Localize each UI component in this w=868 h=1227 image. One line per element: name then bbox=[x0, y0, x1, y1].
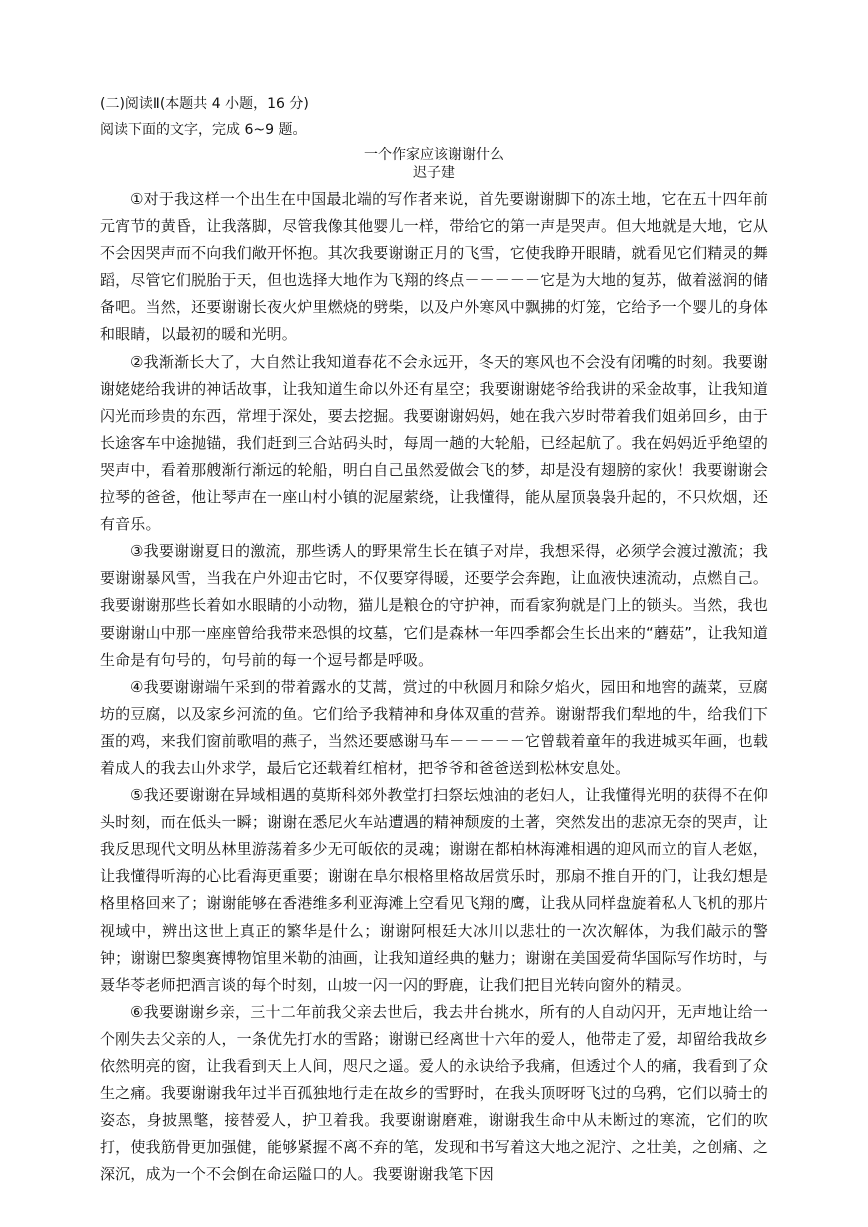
article-author: 迟子建 bbox=[413, 165, 455, 181]
paragraph-1: ①对于我这样一个出生在中国最北端的写作者来说，首先要谢谢脚下的冻土地，它在五十四年前元宵节的黄昏，让我落脚，尽管我像其他婴儿一样，带给它的第一声是哭声。但大地就是大地，它从不会因哭声而不向我们敞开怀抱。其次我要谢谢正月的飞雪，它使我睁开眼睛，就看见它们精灵的舞蹈，尽管它们脱胎于天，但也选择大地作为飞翔的终点－－－－－它是为大地的复苏，做着滋润的储备吧。当然，还要谢谢长夜火炉里燃烧的劈柴，以及户外寒风中飘拂的灯笼，它给予一个婴儿的身体和眼睛，以最初的暖和光明。 bbox=[100, 190, 768, 344]
section-heading: (二)阅读Ⅱ(本题共 4 小题，16 分) bbox=[100, 96, 309, 112]
article-body bbox=[100, 186, 768, 1188]
paragraph-4: ④我要谢谢端午采到的带着露水的艾蒿，赏过的中秋圆月和除夕焰火，园田和地窖的蔬菜，豆腐坊的豆腐，以及家乡河流的鱼。它们给予我精神和身体双重的营养。谢谢帮我们犁地的牛，给我们下蛋的鸡，来我们窗前歌唱的燕子，当然还要感谢马车－－－－－它曾载着童年的我进城买年画，也载着成人的我去山外求学，最后它还载着红棺材，把爷爷和爸爸送到松林安息处。 bbox=[100, 677, 768, 777]
reading-instruction: 阅读下面的文字，完成 6~9 题。 bbox=[100, 122, 307, 138]
paragraph-2: ②我渐渐长大了，大自然让我知道春花不会永远开，冬天的寒风也不会没有闭嘴的时刻。我要谢谢姥姥给我讲的神话故事，让我知道生命以外还有星空；我要谢谢姥爷给我讲的采金故事，让我知道闪光而珍贵的东西，常埋于深处，要去挖掘。我要谢谢妈妈，她在我六岁时带着我们姐弟回乡，由于长途客车中途抛锚，我们赶到三合站码头时，每周一趟的大轮船，已经起航了。我在妈妈近乎绝望的哭声中，看着那艘渐行渐远的轮船，明白自己虽然爱做会飞的梦，却是没有翅膀的家伙！我要谢谢会拉琴的爸爸，他让琴声在一座山村小镇的泥屋萦绕，让我懂得，能从屋顶袅袅升起的，不只炊烟，还有音乐。 bbox=[100, 352, 768, 534]
paragraph-3: ③我要谢谢夏日的激流，那些诱人的野果常生长在镇子对岸，我想采得，必须学会渡过激流；我要谢谢暴风雪，当我在户外迎击它时，不仅要穿得暖，还要学会奔跑，让血液快速流动，点燃自己。我要谢谢那些长着如水眼睛的小动物，猫儿是粮仓的守护神，而看家狗就是门上的锁头。当然，我也要谢谢山中那一座座曾给我带来恐惧的坟墓，它们是森林一年四季都会生长出来的“蘑菇”，让我知道生命是有句号的，句号前的每一个逗号都是呼吸。 bbox=[100, 542, 768, 669]
paragraph-5: ⑤我还要谢谢在异域相遇的莫斯科郊外教堂打扫祭坛烛油的老妇人，让我懂得光明的获得不在仰头时刻，而在低头一瞬；谢谢在悉尼火车站遭遇的精神颓废的土著，突然发出的悲凉无奈的哭声，让我反思现代文明丛林里游荡着多少无可皈依的灵魂；谢谢在都柏林海滩相遇的迎风而立的盲人老妪，让我懂得听海的心比看海更重要；谢谢在阜尔根格里格故居赏乐时，那扇不推自开的门，让我幻想是格里格回来了；谢谢能够在香港维多利亚海滩上空看见飞翔的鹰，让我从同样盘旋着私人飞机的那片视域中，辨出这世上真正的繁华是什么；谢谢阿根廷大冰川以悲壮的一次次解体，为我们敲示的警钟；谢谢巴黎奥赛博物馆里米勒的油画，让我知道经典的魅力；谢谢在美国爱荷华国际写作坊时，与聂华苓老师把酒言谈的每个时刻，山坡一闪一闪的野鹿，让我们把目光转向窗外的精灵。 bbox=[100, 786, 768, 994]
article-title: 一个作家应该谢谢什么 bbox=[364, 147, 504, 163]
paragraph-6: ⑥我要谢谢乡亲，三十二年前我父亲去世后，我去井台挑水，所有的人自动闪开，无声地让给一个刚失去父亲的人，一条优先打水的雪路；谢谢已经离世十六年的爱人，他带走了爱，却留给我故乡依然明亮的窗，让我看到天上人间，咫尺之遥。爱人的永诀给予我痛，但透过个人的痛，我看到了众生之痛。我要谢谢我年过半百孤独地行走在故乡的雪野时，在我头顶呀呀飞过的乌鸦，它们以骑士的姿态，身披黑氅，接替爱人，护卫着我。我要谢谢磨难，谢谢我生命中从未断过的寒流，它们的吹打，使我筋骨更加强健，能够紧握不离不弃的笔，发现和书写着这大地之泥泞、之壮美，之创痛、之深沉，成为一个不会倒在命运隘口的人。我要谢谢我笔下因 bbox=[100, 1002, 768, 1184]
